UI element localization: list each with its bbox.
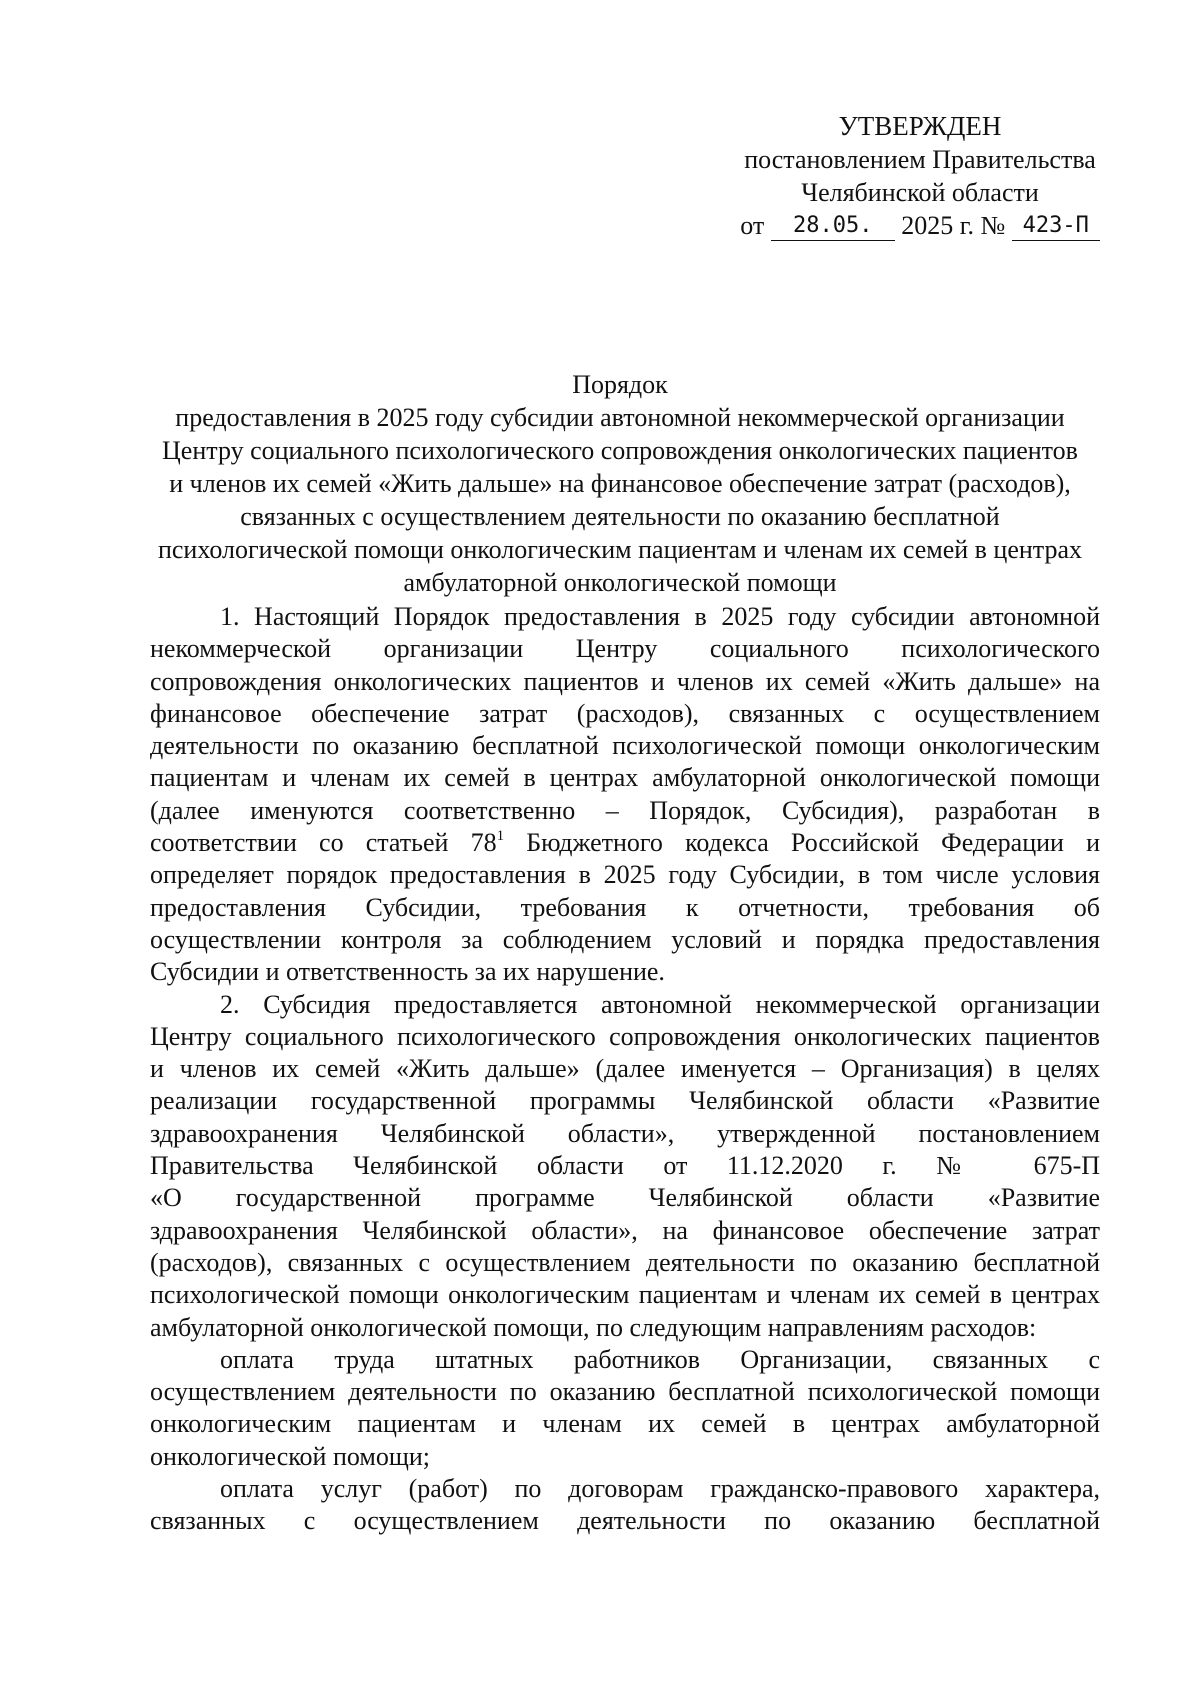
document-title xyxy=(140,368,1100,599)
body-line: определяет порядок предоставления в 2025 году Субсидии, в том числе условия xyxy=(150,860,1100,890)
approval-stamp xyxy=(720,110,1120,242)
body-line-with-footnote xyxy=(150,827,1100,859)
body-line: и членов их семей «Жить дальше» (далее именуется – Организация) в целях xyxy=(150,1054,1100,1084)
body-line: амбулаторной онкологической помощи, по следующим направлениям расходов: xyxy=(150,1312,1037,1342)
body-line-part: соответствии со статьей 78 xyxy=(150,828,497,858)
body-line: осуществлении контроля за соблюдением условий и порядка предоставления xyxy=(150,924,1100,954)
approval-line-1: постановлением Правительства xyxy=(744,145,1096,174)
body-line: здравоохранения Челябинской области», на финансовое обеспечение затрат xyxy=(150,1215,1100,1245)
body-line: связанных с осуществлением деятельности по оказанию бесплатной xyxy=(150,1506,1100,1536)
body-line: (расходов), связанных с осуществлением деятельности по оказанию бесплатной xyxy=(150,1247,1100,1277)
superscript-mark: 1 xyxy=(496,828,505,845)
title-line: Центру социального психологического сопровождения онкологических пациентов xyxy=(162,436,1078,465)
body-line: осуществлением деятельности по оказанию бесплатной психологической помощи xyxy=(150,1377,1100,1407)
body-line: некоммерческой организации Центру социального психологического xyxy=(150,634,1100,664)
body-line: деятельности по оказанию бесплатной психологической помощи онкологическим xyxy=(150,731,1100,761)
approval-title: УТВЕРЖДЕН xyxy=(838,111,1002,141)
body-line: Субсидии и ответственность за их нарушение. xyxy=(150,957,665,987)
approval-number-value: 423-П xyxy=(1012,212,1100,241)
title-line: предоставления в 2025 году субсидии автономной некоммерческой организации xyxy=(175,403,1065,432)
title-line: психологической помощи онкологическим пациентам и членам их семей в центрах xyxy=(157,535,1083,564)
body-line: пациентам и членам их семей в центрах амбулаторной онкологической помощи xyxy=(150,763,1100,793)
approval-line-2: Челябинской области xyxy=(801,178,1039,207)
body-line: (далее именуются соответственно – Порядок, Субсидия), разработан в xyxy=(150,795,1100,825)
body-line: Правительства Челябинской области от 11.12.2020 г. № 675-П xyxy=(150,1151,1100,1181)
title-heading: Порядок xyxy=(572,370,668,399)
title-line: амбулаторной онкологической помощи xyxy=(403,568,837,597)
title-line: связанных с осуществлением деятельности по оказанию бесплатной xyxy=(240,502,1000,531)
body-line: онкологической помощи; xyxy=(150,1441,430,1471)
body-line: финансовое обеспечение затрат (расходов), связанных с осуществлением xyxy=(150,698,1100,728)
approval-year-text: 2025 г. № xyxy=(901,211,1006,240)
date-prefix: от xyxy=(740,211,765,240)
body-line: оплата труда штатных работников Организации, связанных с xyxy=(220,1344,1100,1374)
body-line: сопровождения онкологических пациентов и членов их семей «Жить дальше» на xyxy=(150,666,1100,696)
body-line: 1. Настоящий Порядок предоставления в 2025 году субсидии автономной xyxy=(220,602,1100,631)
body-line: предоставления Субсидии, требования к отчетности, требования об xyxy=(150,892,1100,922)
body-line: реализации государственной программы Челябинской области «Развитие xyxy=(150,1086,1100,1116)
document-body xyxy=(150,601,1100,1538)
approval-date-value: 28.05. xyxy=(771,212,895,241)
body-line: здравоохранения Челябинской области», утвержденной постановлением xyxy=(150,1118,1100,1148)
title-line: и членов их семей «Жить дальше» на финансовое обеспечение затрат (расходов), xyxy=(169,469,1071,498)
body-line: онкологическим пациентам и членам их семей в центрах амбулаторной xyxy=(150,1409,1100,1439)
body-line-part: Бюджетного кодекса Российской Федерации и xyxy=(504,828,1100,858)
body-line: Центру социального психологического сопровождения онкологических пациентов xyxy=(150,1021,1100,1051)
approval-date-line xyxy=(720,209,1120,242)
body-line: 2. Субсидия предоставляется автономной некоммерческой организации xyxy=(220,989,1100,1019)
body-line: оплата услуг (работ) по договорам гражданско-правового характера, xyxy=(220,1474,1100,1504)
body-line: «О государственной программе Челябинской области «Развитие xyxy=(150,1183,1100,1213)
body-line: психологической помощи онкологическим пациентам и членам их семей в центрах xyxy=(150,1280,1100,1310)
